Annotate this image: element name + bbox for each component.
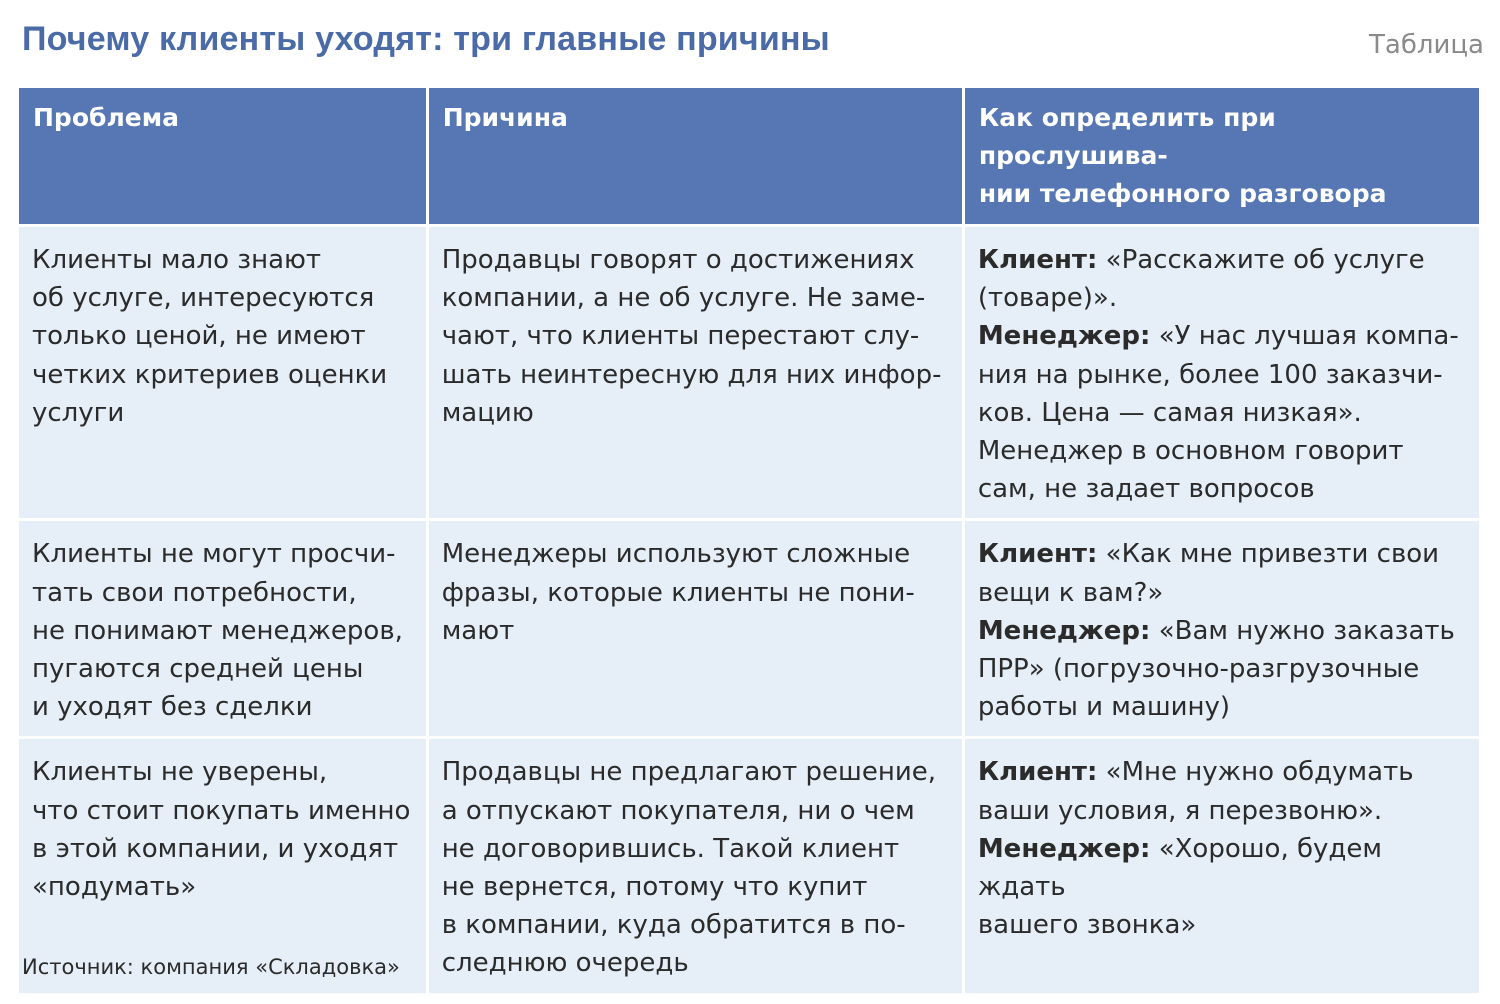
page-title: Почему клиенты уходят: три главные причины bbox=[22, 20, 830, 58]
problem-cell: Клиенты не уверены, что стоит покупать именно в этой компании, и уходят «подумать» bbox=[19, 739, 426, 992]
table-header-row bbox=[19, 88, 1479, 224]
table-tag: Таблица bbox=[1369, 30, 1484, 60]
problem-cell: Клиенты не могут просчи- тать свои потребности, не понимают менеджеров, пугаются средней цены и уходят без сделки bbox=[19, 521, 426, 736]
problem-cell: Клиенты мало знают об услуге, интересуются только ценой, не имеют четких критериев оценки услуги bbox=[19, 227, 426, 518]
column-header-cause: Причина bbox=[429, 88, 962, 224]
cause-cell: Продавцы не предлагают решение, а отпускают покупателя, ни о чем не договорившись. Такой клиент не вернется, потому что купит в компании, куда обратится в по- следнюю очередь bbox=[429, 739, 962, 992]
detection-cell bbox=[965, 521, 1479, 736]
manager-quote: «Хорошо, будем ждать вашего звонка» bbox=[977, 833, 1382, 941]
detection-cell bbox=[965, 227, 1479, 518]
table-row bbox=[19, 227, 1479, 518]
client-quote: «Расскажите об услуге (товаре)». bbox=[977, 245, 1425, 314]
client-label: Клиент: bbox=[977, 757, 1098, 788]
column-header-problem: Проблема bbox=[19, 88, 426, 224]
client-quote: «Как мне привезти свои вещи к вам?» bbox=[977, 539, 1440, 608]
manager-label: Менеджер: bbox=[977, 833, 1151, 864]
detection-cell bbox=[965, 739, 1479, 992]
manager-label: Менеджер: bbox=[977, 321, 1151, 352]
client-label: Клиент: bbox=[977, 539, 1098, 570]
reasons-table bbox=[16, 85, 1482, 996]
client-quote: «Мне нужно обдумать ваши условия, я перезвоню». bbox=[977, 757, 1414, 826]
manager-quote: «Вам нужно заказать ПРР» (погрузочно-разгрузочные работы и машину) bbox=[977, 615, 1455, 723]
source-note: Источник: компания «Складовка» bbox=[22, 955, 400, 979]
table-row bbox=[19, 521, 1479, 736]
cause-cell: Продавцы говорят о достижениях компании, а не об услуге. Не заме- чают, что клиенты перестают слу- шать неинтересную для них инфор- мацию bbox=[429, 227, 962, 518]
manager-label: Менеджер: bbox=[977, 615, 1151, 646]
column-header-detection: Как определить при прослушива- нии телефонного разговора bbox=[965, 88, 1479, 224]
client-label: Клиент: bbox=[977, 245, 1098, 275]
cause-cell: Менеджеры используют сложные фразы, которые клиенты не пони- мают bbox=[429, 521, 962, 736]
manager-quote: «У нас лучшая компа- ния на рынке, более 100 заказчи- ков. Цена — самая низкая». Менеджер в основном говорит сам, не задает вопросов bbox=[977, 321, 1459, 505]
